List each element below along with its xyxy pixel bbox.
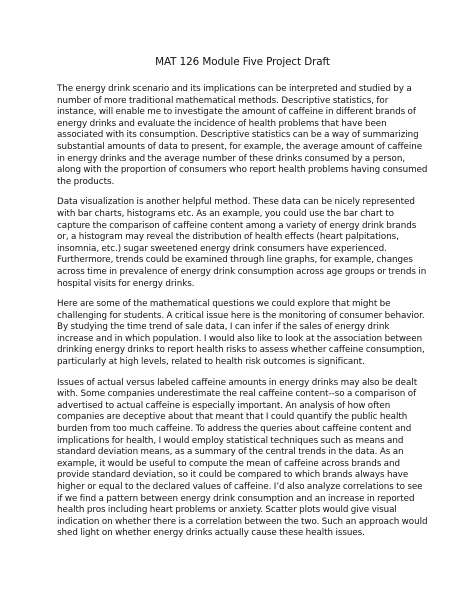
document-title: MAT 126 Module Five Project Draft [155,56,330,68]
paragraph-caffeine-labeling: Issues of actual versus labeled caffeine amounts in energy drinks may also be dealt with. Some companies underestimate the real caffeine content--so a comparison of advertised to actual caffeine is especially important. An analysis of how often companies are deceptive about that meant that I could quantify the public health burden from too much caffeine. To address the queries about caffeine content and implications for health, I would employ statistical techniques such as means and standard deviation means, as a summary of the central trends in the data. As an example, it would be useful to compute the mean of caffeine across brands and provide standard deviation, so it could be compared to which brands always have higher or equal to the declared values of caffeine. I’d also analyze correlations to see if we find a pattern between energy drink consumption and an increase in reported health pros including heart problems or anxiety. Scatter plots would give visual indication on whether there is a correlation between the two. Such an approach would shed light on whether energy drinks actually cause these health issues. [57,377,428,539]
paragraph-descriptive-statistics: The energy drink scenario and its implications can be interpreted and studied by a number of more traditional mathematical methods. Descriptive statistics, for instance, will enable me to investigate the amount of caffeine in different brands of energy drinks and evaluate the incidence of health problems that have been associated with its consumption. Descriptive statistics can be a way of summarizing substantial amounts of data to present, for example, the average amount of caffeine in energy drinks and the average number of these drinks consumed by a person, along with the proportion of consumers who report health problems having consumed the products. [57,84,428,187]
paragraph-mathematical-questions: Here are some of the mathematical questions we could explore that might be challenging for students. A critical issue here is the monitoring of consumer behavior. By studying the time trend of sale data, I can infer if the sales of energy drink increase and in which population. I would also like to look at the association between drinking energy drinks to report health risks to assess whether caffeine consumption, particularly at high levels, related to health risk outcomes is significant. [57,299,425,368]
paragraph-data-visualization: Data visualization is another helpful method. These data can be nicely represented with bar charts, histograms etc. As an example, you could use the bar chart to capture the comparison of caffeine content among a variety of energy drink brands or, a histogram may reveal the distribution of health effects (heart palpitations, insomnia, etc.) sugar sweetened energy drink consumers have experienced. Furthermore, trends could be examined through line graphs, for example, changes across time in prevalence of energy drink consumption across age groups or trends in hospital visits for energy drinks. [57,197,427,289]
